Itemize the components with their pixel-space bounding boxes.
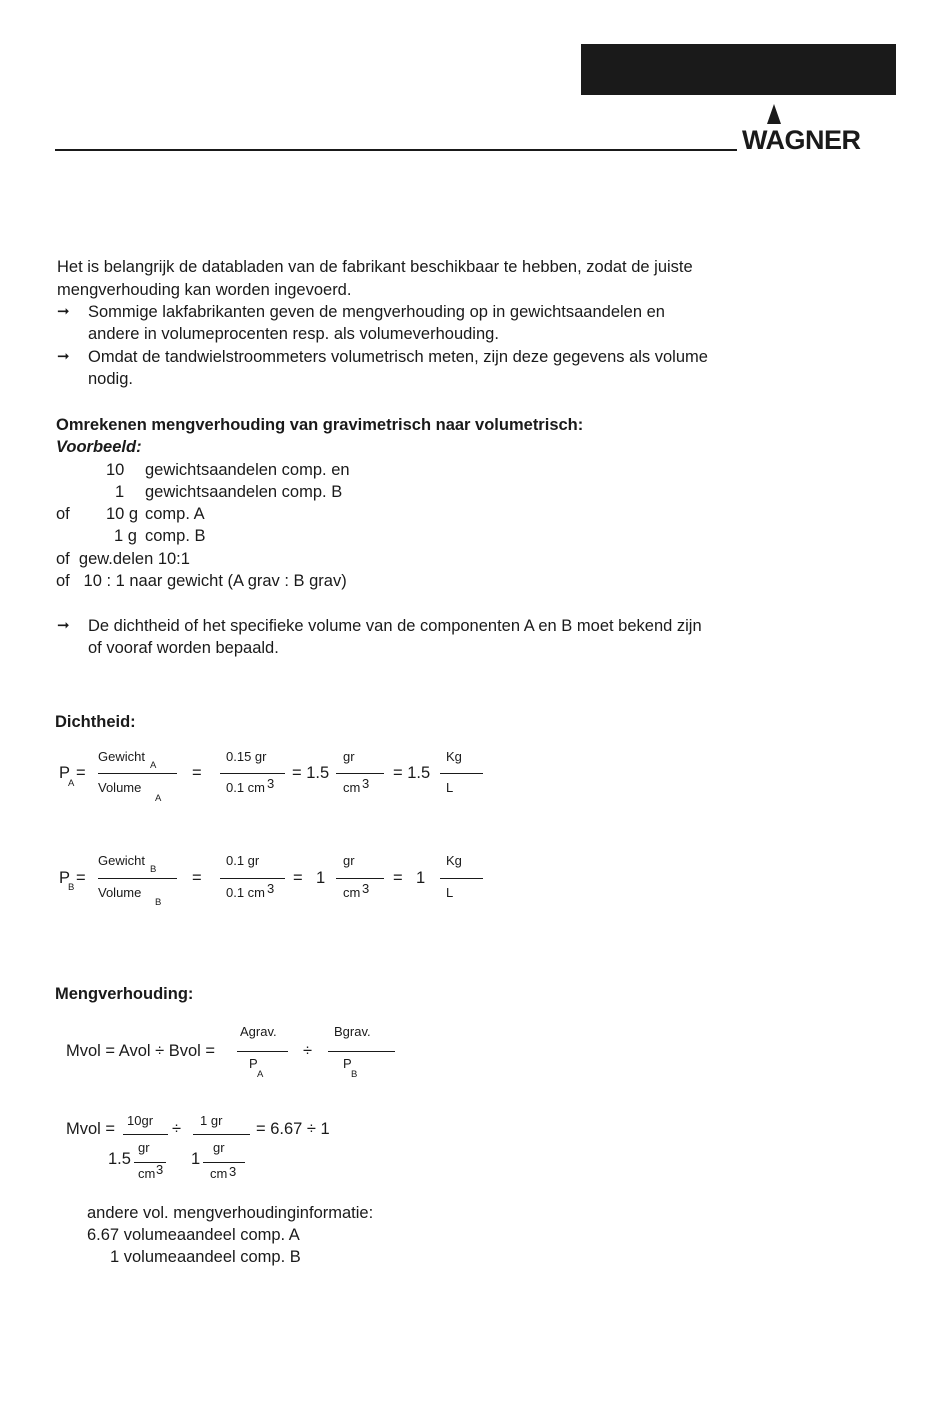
wagner-logo bbox=[742, 104, 898, 155]
calc-den1-den: cm bbox=[138, 1166, 156, 1181]
calc-lhs: Mvol = bbox=[66, 1120, 116, 1138]
example-row3-num: 10 g bbox=[106, 505, 139, 523]
calc-div: ÷ bbox=[172, 1120, 182, 1138]
bullet1-line2: andere in volumeprocenten resp. als volumeverhouding. bbox=[88, 325, 499, 343]
arrow-icon: ➞ bbox=[57, 617, 70, 634]
pb-volume-sub: B bbox=[155, 897, 162, 908]
calc-num1: 10gr bbox=[127, 1113, 154, 1128]
logo-peak-icon bbox=[767, 104, 781, 124]
pb-eq2: = bbox=[192, 869, 202, 887]
example-row2-text: gewichtsaandelen comp. B bbox=[145, 483, 343, 501]
example-row6: of 10 : 1 naar gewicht (A grav : B grav) bbox=[56, 572, 347, 590]
info-line3: 1 volumeaandeel comp. B bbox=[110, 1248, 301, 1266]
pb-weight: Gewicht bbox=[98, 853, 145, 868]
pb-weight-sub: B bbox=[150, 864, 157, 875]
formula-den2-sub: B bbox=[351, 1069, 358, 1080]
pb-den2: 0.1 cm bbox=[226, 885, 266, 900]
formula-div: ÷ bbox=[303, 1042, 313, 1060]
bullet2-line1: Omdat de tandwielstroommeters volumetrisch meten, zijn deze gegevens als volume bbox=[88, 348, 708, 366]
calc-den1-num: gr bbox=[138, 1140, 150, 1155]
fraction-bar bbox=[203, 1162, 245, 1163]
formula-den1-sub: A bbox=[257, 1069, 264, 1080]
mixing-heading: Mengverhouding: bbox=[55, 985, 194, 1003]
pb-eq4: = bbox=[393, 869, 403, 887]
pa-den2: 0.1 cm bbox=[226, 780, 266, 795]
formula-den2: P bbox=[343, 1056, 352, 1071]
pb-volume: Volume bbox=[98, 885, 142, 900]
pa-num4: Kg bbox=[446, 749, 462, 764]
pb-subscript: B bbox=[68, 882, 75, 893]
example-row4-num: 1 g bbox=[114, 527, 137, 545]
pb-equals: = bbox=[76, 869, 86, 887]
pb-den3: cm bbox=[343, 885, 361, 900]
pa-den2-sup: 3 bbox=[267, 776, 275, 791]
pa-weight-sub: A bbox=[150, 760, 157, 771]
logo-text: WAGNER bbox=[742, 125, 861, 155]
intro-paragraph-line2: mengverhouding kan worden ingevoerd. bbox=[57, 281, 352, 299]
info-line1: andere vol. mengverhoudinginformatie: bbox=[87, 1204, 374, 1222]
calc-den2-num: gr bbox=[213, 1140, 225, 1155]
pa-weight: Gewicht bbox=[98, 749, 145, 764]
pb-val3: 1 bbox=[316, 869, 326, 887]
example-row3-text: comp. A bbox=[145, 505, 205, 523]
pa-subscript: A bbox=[68, 778, 75, 789]
fraction-bar bbox=[220, 878, 285, 879]
arrow-icon: ➞ bbox=[57, 303, 70, 320]
pa-num3: gr bbox=[343, 749, 355, 764]
calc-den2-sup: 3 bbox=[229, 1164, 237, 1179]
pa-den3: cm bbox=[343, 780, 361, 795]
fraction-bar bbox=[328, 1051, 395, 1052]
formula-num2: Bgrav. bbox=[334, 1024, 371, 1039]
calc-num2: 1 gr bbox=[200, 1113, 223, 1128]
header-black-bar bbox=[581, 44, 896, 95]
fraction-bar bbox=[193, 1134, 250, 1135]
intro-paragraph-line1: Het is belangrijk de databladen van de fabrikant beschikbaar te hebben, zodat de juiste bbox=[57, 258, 693, 276]
example-label: Voorbeeld: bbox=[56, 438, 142, 456]
pa-volume: Volume bbox=[98, 780, 142, 795]
example-row5: of gew.delen 10:1 bbox=[56, 550, 190, 568]
pb-eq3: = bbox=[293, 869, 303, 887]
bullet1-line1: Sommige lakfabrikanten geven de mengverhouding op in gewichtsaandelen en bbox=[88, 303, 665, 321]
pa-volume-sub: A bbox=[155, 793, 162, 804]
formula-den1: P bbox=[249, 1056, 258, 1071]
bullet2-line2: nodig. bbox=[88, 370, 133, 388]
pa-eq2: = bbox=[192, 764, 202, 782]
pb-num3: gr bbox=[343, 853, 355, 868]
header-rule bbox=[55, 149, 737, 151]
pb-den4: L bbox=[446, 885, 454, 900]
pb-den2-sup: 3 bbox=[267, 881, 275, 896]
example-row4-text: comp. B bbox=[145, 527, 206, 545]
fraction-bar bbox=[336, 773, 384, 774]
pb-den3-sup: 3 bbox=[362, 881, 370, 896]
calc-den2-val: 1 bbox=[191, 1150, 201, 1168]
pa-den3-sup: 3 bbox=[362, 776, 370, 791]
fraction-bar bbox=[98, 878, 177, 879]
calc-den1-val: 1.5 bbox=[108, 1150, 131, 1168]
calc-result: = 6.67 ÷ 1 bbox=[256, 1120, 330, 1138]
pa-num2: 0.15 gr bbox=[226, 749, 267, 764]
pb-num2: 0.1 gr bbox=[226, 853, 260, 868]
calc-den1-sup: 3 bbox=[156, 1162, 164, 1177]
pb-val4: 1 bbox=[416, 869, 426, 887]
density-heading: Dichtheid: bbox=[55, 713, 136, 731]
example-row1-text: gewichtsaandelen comp. en bbox=[145, 461, 350, 479]
fraction-bar bbox=[237, 1051, 288, 1052]
formula-num1: Agrav. bbox=[240, 1024, 277, 1039]
pa-eq4: = 1.5 bbox=[393, 764, 431, 782]
pa-symbol: P bbox=[59, 764, 71, 782]
conversion-heading: Omrekenen mengverhouding van gravimetrisch naar volumetrisch: bbox=[56, 416, 584, 434]
fraction-bar bbox=[98, 773, 177, 774]
fraction-bar bbox=[440, 878, 483, 879]
pb-num4: Kg bbox=[446, 853, 462, 868]
pa-equals: = bbox=[76, 764, 86, 782]
conversion-bullet-line1: De dichtheid of het specifieke volume van de componenten A en B moet bekend zijn bbox=[88, 617, 702, 635]
fraction-bar bbox=[440, 773, 483, 774]
pa-eq3: = 1.5 bbox=[292, 764, 330, 782]
fraction-bar bbox=[336, 878, 384, 879]
example-row3-prefix: of bbox=[56, 505, 70, 523]
arrow-icon: ➞ bbox=[57, 348, 70, 365]
pb-symbol: P bbox=[59, 869, 71, 887]
info-line2: 6.67 volumeaandeel comp. A bbox=[87, 1226, 300, 1244]
example-row2-num: 1 bbox=[115, 483, 125, 501]
pa-den4: L bbox=[446, 780, 454, 795]
example-row1-num: 10 bbox=[106, 461, 125, 479]
formula-lhs: Mvol = Avol ÷ Bvol = bbox=[66, 1042, 216, 1060]
fraction-bar bbox=[123, 1134, 168, 1135]
conversion-bullet-line2: of vooraf worden bepaald. bbox=[88, 639, 279, 657]
fraction-bar bbox=[220, 773, 285, 774]
calc-den2-den: cm bbox=[210, 1166, 228, 1181]
